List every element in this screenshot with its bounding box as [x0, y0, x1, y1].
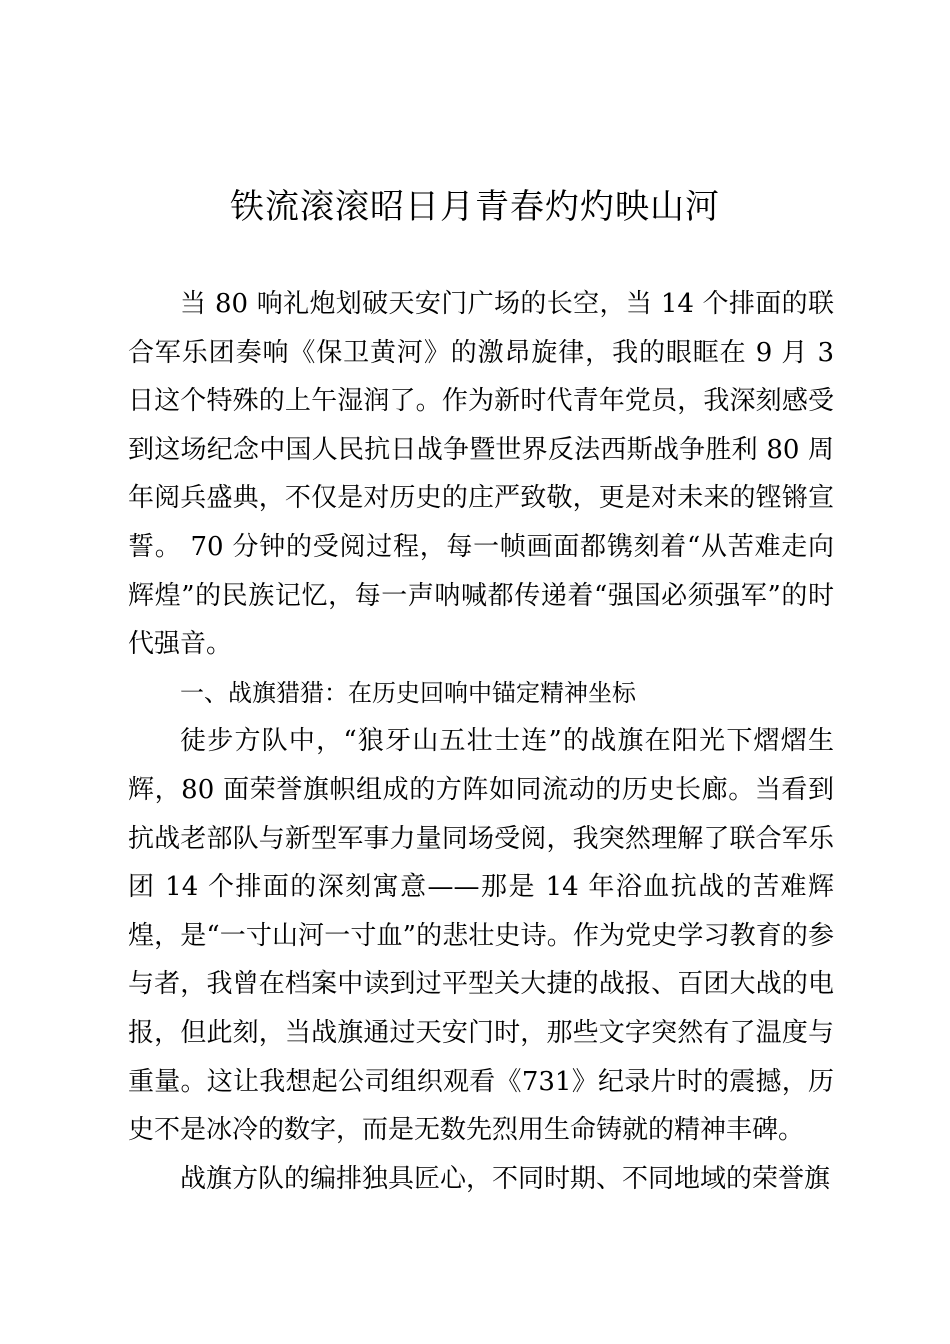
document-body	[128, 280, 834, 1203]
paragraph-flag-formation: 战旗方队的编排独具匠心，不同时期、不同地域的荣誉旗	[180, 1163, 831, 1194]
section-heading: 一、战旗猎猎：在历史回响中锚定精神坐标	[180, 678, 636, 707]
document-title: 铁流滚滚昭日月青春灼灼映山河	[230, 187, 720, 227]
paragraph-battle-flags: 徒步方队中，“狼牙山五壮士连”的战旗在阳光下熠熠生辉，80 面荣誉旗帜组成的方阵如同流动的历史长廊。当看到抗战老部队与新型军事力量同场受阅，我突然理解了联合军乐团 14 个排面的深刻寓意——那是 14 年浴血抗战的苦难辉煌，是“一寸山河一寸血”的悲壮史诗。作为党史学习教育的参与者，我曾在档案中读到过平型关大捷的战报、百团大战的电报，但此刻，当战旗通过天安门时，那些文字突然有了温度与重量。这让我想起公司组织观看《731》纪录片时的震撼，历史不是冰冷的数字，而是无数先烈用生命铸就的精神丰碑。	[128, 726, 834, 1146]
paragraph-intro: 当 80 响礼炮划破天安门广场的长空，当 14 个排面的联合军乐团奏响《保卫黄河》的激昂旋律，我的眼眶在 9 月 3 日这个特殊的上午湿润了。作为新时代青年党员，我深刻感受到这场纪念中国人民抗日战争暨世界反法西斯战争胜利 80 周年阅兵盛典，不仅是对历史的庄严致敬，更是对未来的铿锵宣誓。 70 分钟的受阅过程，每一帧画面都镌刻着“从苦难走向辉煌”的民族记忆，每一声呐喊都传递着“强国必须强军”的时代强音。	[128, 289, 834, 660]
